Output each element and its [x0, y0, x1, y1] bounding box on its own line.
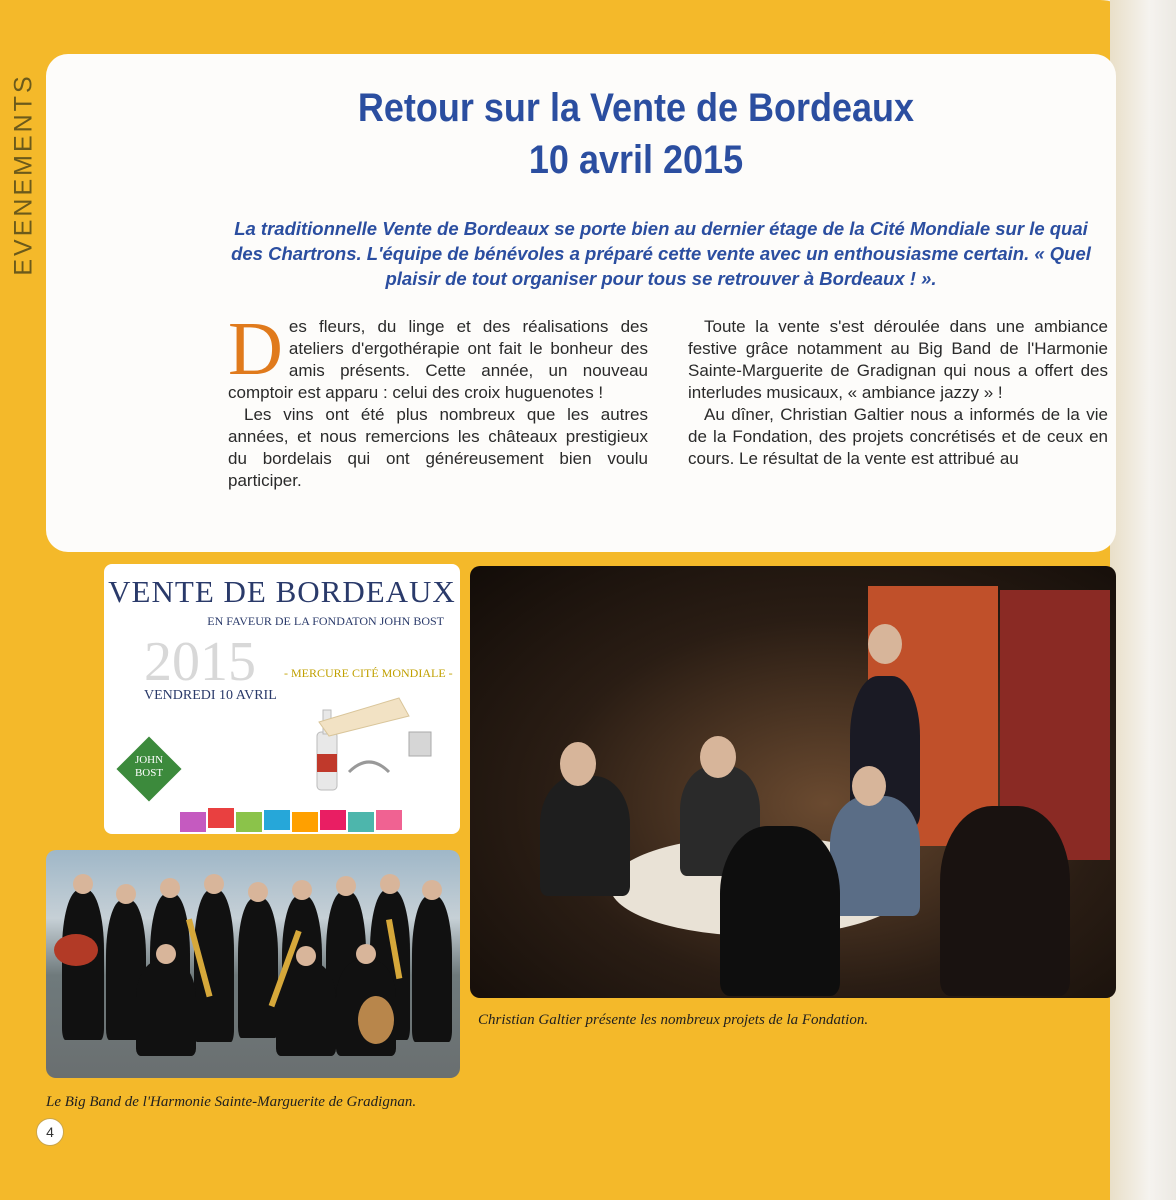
- badge-line-2: BOST: [134, 767, 164, 779]
- logo-date: VENDREDI 10 AVRIL: [144, 688, 277, 703]
- paragraph: Au dîner, Christian Galtier nous a informés de la vie de la Fondation, des projets concrétisés et de ceux en cours. Le résultat de la vente est attribué au: [688, 405, 1108, 468]
- dinner-photo: [470, 566, 1116, 998]
- title-line-1: Retour sur la Vente de Bordeaux: [357, 86, 915, 130]
- page-frame-tab: [0, 0, 890, 52]
- section-label: [4, 60, 40, 290]
- article-column-right: [688, 316, 1108, 470]
- logo-place: - MERCURE CITÉ MONDIALE -: [284, 666, 453, 680]
- color-block: [320, 810, 346, 830]
- section-label-text: EVENEMENTS: [9, 73, 38, 276]
- article-title: [231, 82, 1041, 186]
- color-block: [292, 812, 318, 832]
- dinner-photo-caption: Christian Galtier présente les nombreux projets de la Fondation.: [478, 1012, 869, 1028]
- color-block: [376, 810, 402, 830]
- facing-page-edge: [1110, 0, 1176, 1200]
- logo-title: VENTE DE BORDEAUX: [108, 574, 456, 609]
- color-block: [264, 810, 290, 830]
- paragraph: [228, 307, 648, 404]
- paragraph: Les vins ont été plus nombreux que les autres années, et nous remercions les châteaux prestigieux du bordelais qui ont généreusement bien voulu participer.: [228, 405, 648, 490]
- guest: [720, 826, 840, 996]
- big-band-photo: [46, 850, 460, 1078]
- badge-line-1: JOHN: [134, 754, 164, 766]
- dropcap: D: [228, 307, 283, 391]
- article-panel: [46, 54, 1116, 552]
- paragraph: Toute la vente s'est déroulée dans une ambiance festive grâce notamment au Big Band de l'Harmonie Sainte-Marguerite de Gradignan qui nous a offert des interludes musicaux, « ambiance jazzy » !: [688, 317, 1108, 402]
- guest: [940, 806, 1070, 996]
- guest: [830, 796, 920, 916]
- guest-head: [700, 736, 736, 778]
- color-block: [236, 812, 262, 832]
- color-block: [180, 812, 206, 832]
- wine-bottle-illustration: [289, 692, 439, 792]
- color-block: [348, 812, 374, 832]
- guest-head: [560, 742, 596, 786]
- band-photo-caption: Le Big Band de l'Harmonie Sainte-Marguerite de Gradignan.: [46, 1094, 417, 1110]
- speaker-head: [868, 624, 902, 664]
- guest: [540, 776, 630, 896]
- logo-subtitle: EN FAVEUR DE LA FONDATON JOHN BOST: [207, 614, 444, 628]
- paragraph-text: es fleurs, du linge et des réalisations des ateliers d'ergothérapie ont fait le bonheur des amis présents. Cette année, un nouveau comptoir est apparu : celui des croix huguenotes !: [228, 317, 648, 402]
- band-heads: [46, 850, 460, 1078]
- article-column-left: [228, 307, 648, 492]
- color-block: [208, 808, 234, 828]
- page-number: 4: [36, 1118, 64, 1146]
- guest-head: [852, 766, 886, 806]
- event-logo: [104, 564, 460, 834]
- john-bost-badge-text: [118, 754, 180, 780]
- article-intro: La traditionnelle Vente de Bordeaux se porte bien au dernier étage de la Cité Mondiale sur le quai des Chartrons. L'équipe de bénévoles a préparé cette vente avec un enthousiasme certain. « Quel plaisir de tout organiser pour tous se retrouver à Bordeaux ! ».: [231, 218, 1091, 289]
- logo-year: 2015: [144, 631, 256, 693]
- title-line-2: 10 avril 2015: [528, 138, 744, 182]
